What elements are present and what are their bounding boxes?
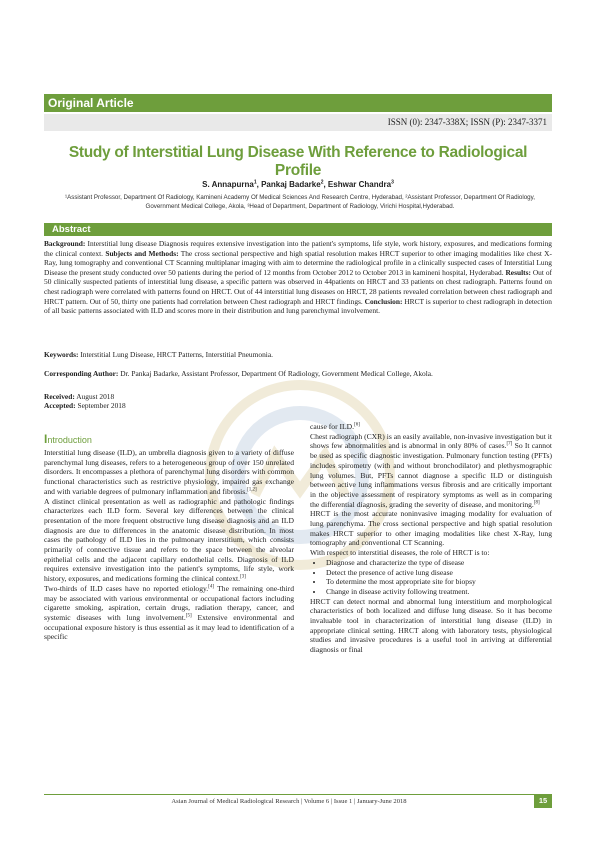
right-column — [310, 422, 552, 655]
received-label: Received: — [44, 392, 75, 401]
footer-citation — [44, 795, 534, 808]
received-value: August 2018 — [74, 392, 115, 401]
introduction-heading — [44, 432, 92, 446]
issn-text: ISSN (0): 2347-338X; ISSN (P): 2347-3371 — [387, 117, 547, 127]
paragraph-text: cause for ILD. — [310, 422, 355, 431]
paragraph — [310, 422, 552, 432]
methods-text: The cross sectional perspective and high spatial resolution makes HRCT superior to other imaging modalities like chest X-Ray, lung tomography and conventional CT Scanning multiplanar imaging with aim to determine the radiological profile in a clinically suspected cases of Interstitial Lung Disease the present study conducted over 50 patients during the period of 12 months from October 2012 to October 2013 in kamineni hospital, Hyderabad. — [44, 248, 552, 277]
accepted-label: Accepted: — [44, 401, 76, 410]
author-superscript: 1 — [253, 179, 257, 186]
keywords — [44, 350, 552, 360]
paragraph: HRCT can detect normal and abnormal lung interstitium and morphological characteristics of both localized and diffuse lung disease. So it has become invaluable tool in characterization of interstitial lung disease (ILD) in appropriate clinical setting. HRCT along with laboratory tests, physiological studies and invasive procedures is a useful tool in arriving at differential diagnosis or final — [310, 596, 552, 655]
heading-initial: I — [44, 432, 48, 446]
paragraph-text: Extensive environmental and occupational exposure history is thus essential as it may lead to identification of a specific — [44, 612, 294, 642]
paragraph: With respect to interstitial diseases, the role of HRCT is to: — [310, 548, 490, 558]
paragraph-text: Two-thirds of ILD cases have no reported etiology. — [44, 583, 209, 593]
author-list — [44, 180, 552, 189]
paragraph-text: A distinct clinical presentation as well as radiographic and pathologic findings characterizes each ILD form. Several key differences between the clinical presentation of the more frequent obstructive lung disease diagnosis and an ILD diagnosis are due to differences in the anatomic disease distribution. In most cases the pathology of ILD lies in the pulmonary interstitium, which consists primarily of connective tissue and refers to the space between the alveolar epithelial cells and the adjacent capillary endothelial cells. Diagnosis of ILD requires extensive investigation into the patient's symptoms, life style, work history, exposures, and medications forming the clinical context. — [44, 496, 294, 584]
citation: [5] — [185, 613, 192, 619]
page-number: 15 — [538, 796, 548, 805]
keywords-text: Interstitial Lung Disease, HRCT Patterns, Interstitial Pneumonia. — [78, 350, 273, 359]
list-item: • Change in disease activity following treatment. — [324, 587, 552, 597]
author-name: Pankaj Badarke — [261, 180, 321, 189]
paper-title: Study of Interstitial Lung Disease With Reference to Radiological Profile — [68, 144, 528, 179]
conclusion-label: Conclusion: — [364, 296, 403, 306]
paragraph-text: Chest radiograph (CXR) is an easily available, non-invasive investigation but it shows few abnormalities and is abnormal in only 80% of cases. — [310, 431, 552, 451]
citation: [3] — [240, 574, 246, 580]
conclusion-text: HRCT is superior to chest radiograph in detection of all basic patterns associated with ILD and scores more in their distribution and lung parenchymal involvement. — [44, 296, 552, 316]
author-separator: , — [323, 180, 328, 189]
background-text: Interstitial lung disease Diagnosis requires extensive investigation into the patient's symptoms, life style, work history, exposures, and medications forming the clinical context. — [44, 239, 552, 258]
paragraph — [44, 497, 294, 584]
list-item: • To determine the most appropriate site for biopsy — [324, 577, 552, 587]
paragraph-text: The remaining one-third may be associated with various environmental or occupational factors including cigarette smoking, aspiration, certain drugs, radiation therapy, cancer, and systemic diseases with lung involvement. — [44, 583, 294, 622]
separator: | — [299, 798, 304, 805]
left-column — [44, 448, 294, 642]
paragraph-text: Interstitial lung disease (ILD), an umbrella diagnosis given to a variety of diffuse parenchymal lung diseases, refers to a heterogeneous group of over 150 unrelated disorders. It encompasses a plethora of parenchymal lung disorders with common functional characteristics such as restrictive physiology, impaired gas exchange and with variable degrees of pulmonary inflammation and fibrosis. — [44, 448, 294, 496]
paragraph — [44, 584, 294, 642]
separator: | — [329, 798, 334, 805]
paragraph — [44, 448, 294, 497]
corresponding-text: Dr. Pankaj Badarke, Assistant Professor, Department Of Radiology, Government Medical College, Akola. — [118, 369, 433, 378]
separator: | — [352, 798, 357, 805]
issue-date: January-June 2018 — [356, 798, 407, 805]
results-text: Out of 50 clinically suspected patients of interstitial lung disease, a specific pattern was observed in 44patients on HRCT and 33 patients on chest radiograph. Patterns found on chest radiograph were correlated with patterns found on HRCT. Out of 44 interstitial lung diseases on HRCT, 28 patients revealed correlation between chest radiograph and HRCT pattern. Out of 50, thirty one patients had correlation between Chest radiograph and HRCT findings. — [44, 267, 552, 306]
citation: [7] — [506, 441, 513, 447]
author-superscript: 3 — [391, 179, 394, 186]
article-type-label: Original Article — [48, 96, 134, 110]
heading-rest: ntroduction — [47, 435, 92, 445]
author-name: S. Annapurna — [202, 180, 254, 189]
list-item: • Detect the presence of active lung disease — [324, 568, 552, 578]
abstract-bar — [44, 223, 552, 236]
paragraph-text: So It cannot be used as specific diagnostic investigation. Pulmonary function testing (PFTs) includes spirometry (with and without bronchodilator) and plethysmographic lung volumes. But, PFTs cannot diagnose a specific ILD or distinguish between active lung inflammations versus fibrosis and are critically important in the objective assessment of respiratory symptoms as well as in comparing the differential diagnosis, grading the severity of disease, and monitoring. — [310, 441, 552, 509]
citation: [4] — [208, 584, 215, 590]
author-separator: , — [256, 180, 262, 189]
accepted-date — [44, 401, 126, 411]
paragraph: HRCT is the most accurate noninvasive imaging modality for evaluation of lung parenchyma. The cross sectional perspective and high spatial resolution makes HRCT superior to other imaging modalities like chest X-Ray, lung tomography and conventional CT Scanning. — [310, 509, 552, 548]
corresponding-label: Corresponding Author: — [44, 369, 119, 378]
keywords-label: Keywords: — [44, 350, 79, 359]
citation: [8] — [533, 500, 540, 506]
methods-label: Subjects and Methods: — [105, 248, 179, 258]
author-superscript: 2 — [320, 179, 324, 186]
results-label: Results: — [505, 267, 531, 277]
author-name: Eshwar Chandra — [327, 180, 392, 189]
volume: Volume 6 — [303, 798, 330, 805]
background-label: Background: — [44, 239, 86, 248]
issue: Issue 1 — [333, 798, 353, 805]
paragraph — [310, 432, 552, 510]
abstract-label: Abstract — [52, 224, 91, 235]
abstract-text — [44, 239, 552, 316]
list-item: • Diagnose and characterize the type of disease — [324, 558, 552, 568]
citation: [6] — [354, 422, 360, 428]
affiliations: ¹Assistant Professor, Department Of Radiology, Kamineni Academy Of Medical Sciences And Research Centre, Hyderabad, ²Assistant Professor, Department Of Radiology, Government Medical College, Akola, ³Head of Department, Department of Radiology, Virichi Hospital,Hyderabad. — [65, 194, 535, 210]
hrct-role-list — [310, 558, 552, 597]
journal-name: Asian Journal of Medical Radiological Research — [171, 798, 300, 805]
accepted-value: September 2018 — [75, 401, 126, 410]
citation: [1,2] — [247, 487, 257, 493]
